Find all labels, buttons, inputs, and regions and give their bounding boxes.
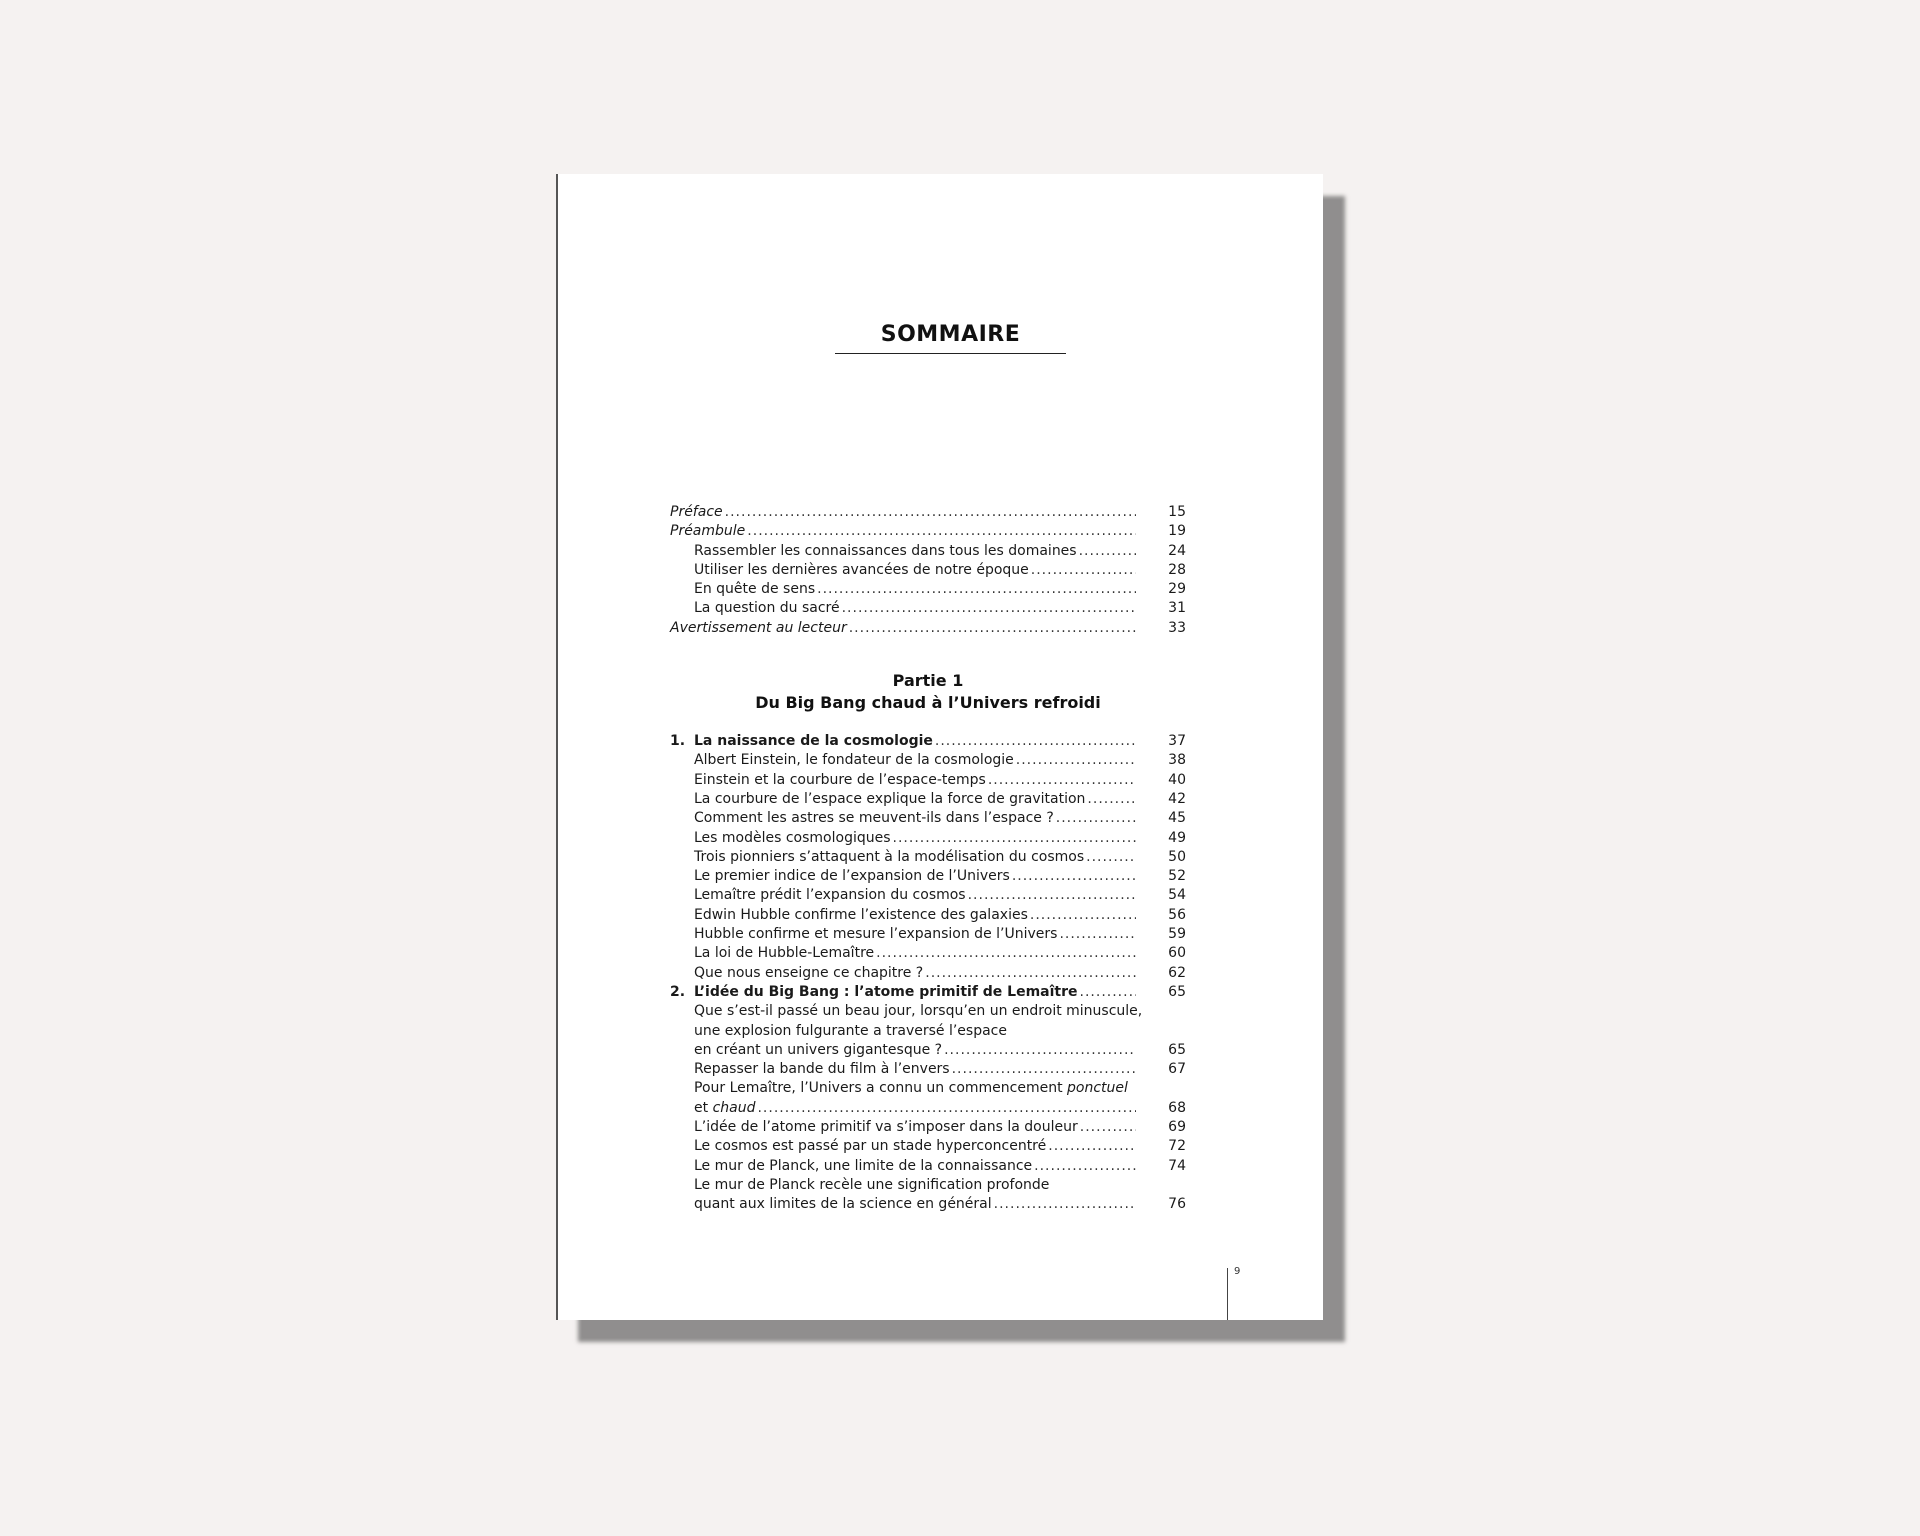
toc-page-number: 24: [1168, 542, 1186, 559]
toc-page-number: 28: [1168, 561, 1186, 578]
toc-entry[interactable]: [670, 542, 1186, 561]
toc-entry[interactable]: [670, 1137, 1186, 1156]
leader-dots: [747, 522, 1136, 541]
toc-chapter-2[interactable]: [670, 983, 1186, 1002]
toc-entry[interactable]: [670, 925, 1186, 944]
chapter-number: 2.: [670, 983, 686, 1000]
toc-entry[interactable]: [670, 1118, 1186, 1137]
leader-dots: [925, 964, 1136, 983]
toc-chapter-1[interactable]: [670, 732, 1186, 751]
toc-entry-text: et chaud: [694, 1099, 756, 1116]
toc-entry-text: Utiliser les dernières avancées de notre époque: [694, 561, 1029, 578]
leader-dots: [935, 732, 1136, 751]
leader-dots: [876, 944, 1136, 963]
leader-dots: [994, 1195, 1136, 1214]
leader-dots: [1048, 1137, 1136, 1156]
toc-page-number: 67: [1168, 1061, 1186, 1078]
toc-entry-text: En quête de sens: [694, 581, 816, 598]
toc-entry-text: La courbure de l’espace explique la force de gravitation: [694, 790, 1086, 807]
toc-page-number: 38: [1168, 752, 1186, 769]
folio-rule: [1227, 1268, 1228, 1320]
toc-entry-text: Les modèles cosmologiques: [694, 829, 891, 846]
toc-entry-text: Albert Einstein, le fondateur de la cosmologie: [694, 752, 1014, 769]
toc-entry-text: Einstein et la courbure de l’espace-temps: [694, 771, 986, 788]
toc-entry[interactable]: [670, 580, 1186, 599]
chapter-2-entries: [670, 1118, 1186, 1176]
toc-entry[interactable]: [670, 906, 1186, 925]
toc-entry-text: Comment les astres se meuvent-ils dans l’espace ?: [694, 810, 1054, 827]
book-page: [556, 174, 1323, 1320]
toc-entry-text: Le premier indice de l’expansion de l’Univers: [694, 868, 1010, 885]
toc-page-number: 37: [1168, 733, 1186, 750]
toc-entry[interactable]: [670, 944, 1186, 963]
toc-page-number: 45: [1168, 810, 1186, 827]
toc-page-number: 56: [1168, 906, 1186, 923]
chapter-number: 1.: [670, 733, 686, 750]
toc-page-number: 60: [1168, 945, 1186, 962]
toc-page-number: 29: [1168, 581, 1186, 598]
leader-dots: [1059, 925, 1136, 944]
toc-entry-text: Que nous enseigne ce chapitre ?: [694, 964, 924, 981]
toc-entry-text: Hubble confirme et mesure l’expansion de l’Univers: [694, 926, 1058, 943]
toc-entry[interactable]: [670, 1060, 1186, 1079]
toc-entry-text: Préface: [670, 504, 723, 520]
toc-page-number: 40: [1168, 771, 1186, 788]
toc-entry-avertissement[interactable]: [670, 619, 1186, 638]
toc-page-number: 33: [1168, 619, 1186, 636]
part-title: Du Big Bang chaud à l’Univers refroidi: [755, 693, 1101, 713]
toc-entry[interactable]: [670, 848, 1186, 867]
toc-entry-text: Edwin Hubble confirme l’existence des galaxies: [694, 906, 1028, 923]
toc-entry-text: Rassembler les connaissances dans tous les domaines: [694, 542, 1077, 559]
leader-dots: [1016, 751, 1136, 770]
leader-dots: [842, 599, 1136, 618]
toc-page-number: 54: [1168, 887, 1186, 904]
leader-dots: [968, 886, 1136, 905]
toc-entry-text: La loi de Hubble-Lemaître: [694, 945, 875, 962]
leader-dots: [817, 580, 1136, 599]
toc-page-number: 19: [1168, 523, 1186, 540]
leader-dots: [1080, 983, 1136, 1002]
toc-entry[interactable]: [670, 829, 1186, 848]
leader-dots: [725, 503, 1136, 522]
leader-dots: [1079, 542, 1136, 561]
toc-entry[interactable]: [670, 751, 1186, 770]
toc-entry-text: Le mur de Planck recèle une signification profonde: [694, 1176, 1050, 1193]
leader-dots: [1012, 867, 1136, 886]
leader-dots: [849, 619, 1136, 638]
toc-entry[interactable]: [670, 964, 1186, 983]
part-number: Partie 1: [892, 671, 964, 691]
leader-dots: [1034, 1157, 1136, 1176]
table-of-contents: [670, 503, 1186, 1215]
leader-dots: [893, 829, 1136, 848]
toc-page-number: 42: [1168, 790, 1186, 807]
toc-entry-text: L’idée de l’atome primitif va s’imposer dans la douleur: [694, 1119, 1078, 1136]
toc-entry[interactable]: [670, 886, 1186, 905]
leader-dots: [952, 1060, 1136, 1079]
toc-page-number: 49: [1168, 829, 1186, 846]
chapter-title: L’idée du Big Bang : l’atome primitif de Lemaître: [694, 983, 1078, 1000]
toc-entry-multiline[interactable]: [670, 1002, 1186, 1060]
toc-page-number: 65: [1168, 983, 1186, 1000]
toc-page-number: 62: [1168, 964, 1186, 981]
chapter-title: La naissance de la cosmologie: [694, 733, 933, 750]
toc-entry-multiline[interactable]: [670, 1079, 1186, 1118]
leader-dots: [1030, 906, 1136, 925]
toc-entry-preface[interactable]: [670, 503, 1186, 522]
leader-dots: [1031, 561, 1136, 580]
toc-entry-preambule[interactable]: [670, 522, 1186, 541]
toc-page-number: 68: [1168, 1099, 1186, 1116]
toc-entry-text: en créant un univers gigantesque ?: [694, 1041, 943, 1058]
toc-entry-text: quant aux limites de la science en général: [694, 1196, 992, 1213]
leader-dots: [1056, 809, 1136, 828]
page-title: SOMMAIRE: [835, 322, 1066, 354]
toc-entry[interactable]: [670, 771, 1186, 790]
toc-page-number: 69: [1168, 1119, 1186, 1136]
toc-entry-multiline[interactable]: [670, 1176, 1186, 1215]
toc-entry[interactable]: [670, 867, 1186, 886]
chapter-1-entries: [670, 751, 1186, 983]
toc-entry-text: une explosion fulgurante a traversé l’espace: [694, 1022, 1007, 1039]
toc-page-number: 31: [1168, 600, 1186, 617]
part-heading: [670, 670, 1186, 714]
toc-entry-text: Trois pionniers s’attaquent à la modélisation du cosmos: [694, 848, 1085, 865]
toc-entry-text: Repasser la bande du film à l’envers: [694, 1061, 950, 1078]
toc-page-number: 59: [1168, 926, 1186, 943]
toc-entry-text: Avertissement au lecteur: [670, 619, 847, 636]
toc-entry-text: Le mur de Planck, une limite de la connaissance: [694, 1157, 1033, 1174]
leader-dots: [988, 771, 1136, 790]
toc-entry[interactable]: [670, 561, 1186, 580]
toc-entry[interactable]: [670, 809, 1186, 828]
toc-page-number: 72: [1168, 1138, 1186, 1155]
toc-entry-text: Lemaître prédit l’expansion du cosmos: [694, 887, 966, 904]
toc-page-number: 65: [1168, 1041, 1186, 1058]
toc-page-number: 50: [1168, 848, 1186, 865]
toc-page-number: 15: [1168, 504, 1186, 520]
page-left-rule: [556, 174, 558, 1320]
toc-entry[interactable]: [670, 790, 1186, 809]
leader-dots: [1087, 790, 1136, 809]
leader-dots: [757, 1099, 1136, 1118]
toc-page-number: 74: [1168, 1157, 1186, 1174]
toc-entry[interactable]: [670, 1157, 1186, 1176]
folio-page-number: 9: [1234, 1266, 1241, 1277]
toc-entry-text: La question du sacré: [694, 600, 840, 617]
toc-entry[interactable]: [670, 599, 1186, 618]
leader-dots: [1086, 848, 1136, 867]
toc-page-number: 76: [1168, 1196, 1186, 1213]
toc-page-number: 52: [1168, 868, 1186, 885]
leader-dots: [944, 1041, 1136, 1060]
toc-entry-text: Le cosmos est passé par un stade hyperconcentré: [694, 1138, 1047, 1155]
toc-entry-text: Préambule: [670, 523, 746, 540]
toc-entry-text: Pour Lemaître, l’Univers a connu un commencement ponctuel: [694, 1080, 1128, 1097]
leader-dots: [1080, 1118, 1136, 1137]
toc-entry-text: Que s’est-il passé un beau jour, lorsqu’en un endroit minuscule,: [694, 1003, 1143, 1020]
